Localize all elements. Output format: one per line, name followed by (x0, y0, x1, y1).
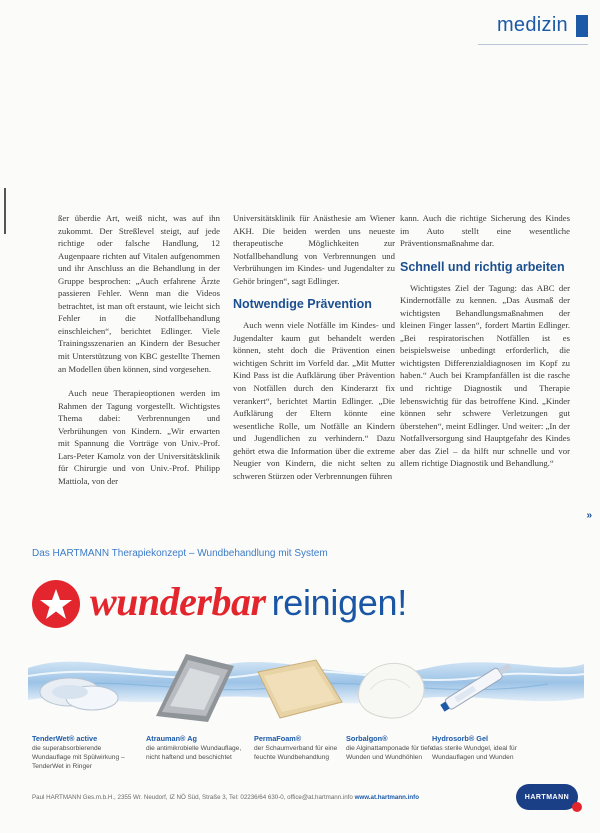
hartmann-advertisement (28, 540, 584, 830)
hartmann-logo (516, 784, 578, 810)
product-name: Sorbalgon® (346, 734, 388, 743)
continue-arrow-icon: » (586, 510, 592, 521)
article-paragraph: ßer überdie Art, weiß nicht, was auf ihn zukommt. Der Streßlevel steigt, auf jede richtige oder falsche Handlung, 12 Augenpaare richten auf Vitalen aufgenommen und ihr Anschluss an die Behandlung in der Gruppe besprochen: „Auch erfahrene Ärzte passieren Fehler. Wenn man die Videos betrachtet, ist man oft erstaunt, wie leicht sich Fehler in die Notfallbehandlung einschleichen“, berichtet Edlinger. Viele Trainingsszenarien an Kindern der Besucher mit Unterstützung von KBC gestellte Themen an Modellen üben können, sind vorgesehen. (58, 213, 220, 374)
ad-contact-text: Paul HARTMANN Ges.m.b.H., 2355 Wr. Neudorf, IZ NÖ Süd, Straße 3, Tel: 02236/64 630-0, office@at.hartmann.info (32, 794, 353, 801)
product-name: TenderWet® active (32, 734, 98, 743)
section-label: medizin (496, 14, 568, 36)
header-divider (478, 44, 588, 45)
hydrosorb-syringe-icon (432, 646, 524, 726)
ad-headline (90, 578, 407, 625)
sorbalgon-fiber-icon (346, 646, 438, 726)
product-name: Hydrosorb® Gel (432, 734, 489, 743)
ad-headline-plain: reinigen! (271, 582, 407, 623)
ad-website-link[interactable]: www.at.hartmann.info (354, 794, 419, 801)
article-column-3 (400, 212, 570, 470)
article-paragraph: Wichtigstes Ziel der Tagung: das ABC der Kindernotfälle zu kennen. „Das Ausmaß der wichtigsten Behandlungsmaßnahmen der kleinen Finger lassen“, fordert Martin Edlinger. „Bei respiratorischen Notfällen ist es beispielsweise unbedingt erforderlich, die wichtigsten Differenzialdiagnosen im Kopf zu haben.“ Auch bei Krampfanfällen ist die rasche und richtige Diagnostik und Therapie lebenswichtig für das betroffene Kind. „Kinder können sehr schwere Verletzungen gut überstehen“, meint Edlinger. Und weiter: „In der Notfallversorgung sind Hauptgefahr des Kindes aber das Ziel – da hilft nur schnelle und vor allem richtige Diagnostik und Behandlung.“ (400, 282, 570, 469)
section-color-bar (576, 15, 588, 37)
article-body (58, 212, 578, 530)
atrauman-dressing-icon (146, 646, 238, 726)
page-edge-mark (4, 188, 6, 234)
product-description: das sterile Wundgel, ideal für Wundauflagen und Wunden (432, 745, 517, 761)
ad-tagline: Das HARTMANN Therapiekonzept – Wundbehandlung mit System (32, 548, 328, 559)
ad-headline-script: wunderbar (90, 579, 266, 624)
brand-cross-icon (572, 802, 582, 812)
ad-contact-footer (32, 794, 462, 801)
article-paragraph: kann. Auch die richtige Sicherung des Kindes im Auto stellt eine wesentliche Präventionsmaßnahme dar. (400, 213, 570, 249)
tenderwet-pad-icon (32, 646, 124, 726)
article-paragraph: Auch wenn viele Notfälle im Kindes- und Jugendalter kaum gut behandelt werden können, steht doch die Prävention einen wichtigen Schritt im Vorfeld dar. „Mit Mutter Kind Pass ist die Aufklärung über Prävention von Notfällen durch den Kinderarzt fix verankert“, berichtet Martin Edlinger. „Die Aufklärung der Eltern könnte eine wesentliche Rolle, um Notfälle an Kindern und Jugendlichen zu verhindern.“ Dazu gehört etwa die Information über die extreme Neugier von Kindern, die nicht selten zu schweren Stürzen oder Verbrennungen führen (233, 320, 395, 481)
product-name: PermaFoam® (254, 734, 302, 743)
permafoam-pad-icon (254, 646, 346, 726)
article-paragraph: Universitätsklinik für Anästhesie am Wiener AKH. Die beiden werden uns neueste therapeutische Möglichkeiten zur Notfallbehandlung von Verbrennungen und Verbrühungen im Kindes- und Jugendalter zu Gehör bringen“, sagt Edlinger. (233, 213, 395, 286)
subheading-prevention: Notwendige Prävention (233, 297, 372, 312)
article-column-1 (58, 212, 220, 487)
article-column-2 (233, 212, 395, 482)
product-name: Atrauman® Ag (146, 734, 197, 743)
article-paragraph: Auch neue Therapieoptionen werden im Rahmen der Tagung vorgestellt. Wichtigstes Thema dabei: Verbrennungen und Verbrühungen von Kindern. „Wir erwarten mit Spannung die Vorträge von Univ.-Prof. Lars-Peter Kamolz von der Universitätsklinik für Chirurgie und von Univ.-Prof. Philipp Mattiola, von der (58, 388, 220, 486)
product-description: die superabsorbierende Wundauflage mit Spülwirkung – TenderWet in Ringer (32, 745, 125, 770)
product-description: der Schaumverband für eine feuchte Wundbehandlung (254, 745, 338, 761)
product-description: die Alginattamponade für tiefe Wunden und Wundhöhlen (346, 745, 434, 761)
section-tag (497, 14, 588, 37)
star-logo-icon (32, 580, 80, 628)
brand-name: HARTMANN (524, 793, 570, 801)
subheading-fast-work: Schnell und richtig arbeiten (400, 259, 565, 274)
product-row (28, 646, 584, 786)
product-description: die antimikrobielle Wundauflage, nicht haftend und beschichtet (146, 745, 242, 761)
